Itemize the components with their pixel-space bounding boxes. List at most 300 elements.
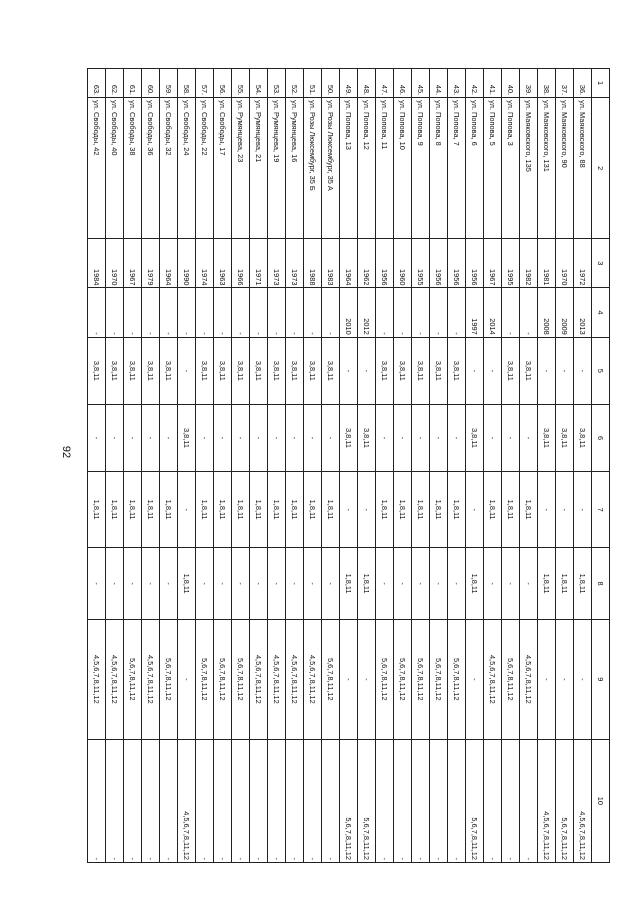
table-cell: - <box>376 288 394 337</box>
table-cell: - <box>556 472 574 548</box>
table-cell: ул. Свободы, 22 <box>196 98 214 239</box>
table-cell: ул. Попова, 8 <box>430 98 448 239</box>
table-row <box>286 69 304 863</box>
table-cell: - <box>520 404 538 471</box>
table-cell: 55. <box>232 69 250 98</box>
table-cell: 1,8,11 <box>412 472 430 548</box>
table-cell: 1981 <box>538 239 556 288</box>
table-cell: - <box>196 739 214 862</box>
table-cell: - <box>394 288 412 337</box>
table-cell: - <box>484 404 502 471</box>
table-cell: 5,6,7,8,11,12 <box>556 739 574 862</box>
table-cell: - <box>448 548 466 620</box>
table-cell: 60. <box>142 69 160 98</box>
table-cell: 54. <box>250 69 268 98</box>
table-cell: 1982 <box>520 239 538 288</box>
table-cell: 1,8,11 <box>430 472 448 548</box>
table-cell: ул. Маяковского, 135 <box>520 98 538 239</box>
table-cell: - <box>196 288 214 337</box>
table-cell: - <box>250 739 268 862</box>
table-cell: 1,8,11 <box>340 548 358 620</box>
column-number-cell: 9 <box>592 619 610 739</box>
table-cell: ул. Попова, 7 <box>448 98 466 239</box>
table-cell: ул. Свободы, 24 <box>178 98 196 239</box>
table-cell: 2013 <box>574 288 592 337</box>
table-cell: - <box>232 404 250 471</box>
table-cell: 1,8,11 <box>106 472 124 548</box>
table-cell: 1990 <box>178 239 196 288</box>
table-cell: - <box>430 404 448 471</box>
table-cell: - <box>286 288 304 337</box>
table-cell: - <box>430 288 448 337</box>
table-cell: - <box>322 548 340 620</box>
table-cell: ул. Попова, 13 <box>340 98 358 239</box>
table-cell: 1970 <box>556 239 574 288</box>
table-cell: - <box>520 288 538 337</box>
rotated-table-container <box>92 68 610 863</box>
table-cell: 48. <box>358 69 376 98</box>
table-cell: 1,8,11 <box>322 472 340 548</box>
table-cell: ул. Маяковского, 88 <box>574 98 592 239</box>
table-row <box>484 69 502 863</box>
table-cell: - <box>448 739 466 862</box>
table-row <box>574 69 592 863</box>
table-cell: 57. <box>196 69 214 98</box>
table-cell: 1967 <box>124 239 142 288</box>
table-row <box>160 69 178 863</box>
table-cell: 3,8,11 <box>322 337 340 404</box>
table-cell: - <box>286 404 304 471</box>
table-row <box>322 69 340 863</box>
table-cell: 1995 <box>502 239 520 288</box>
table-cell: - <box>358 619 376 739</box>
table-row <box>268 69 286 863</box>
table-cell: 50. <box>322 69 340 98</box>
table-cell: 3,8,11 <box>124 337 142 404</box>
table-cell: 40. <box>502 69 520 98</box>
table-cell: 5,6,7,8,11,12 <box>466 739 484 862</box>
table-cell: - <box>304 288 322 337</box>
table-cell: - <box>448 288 466 337</box>
table-row <box>556 69 574 863</box>
table-cell: - <box>214 404 232 471</box>
table-cell: 1973 <box>268 239 286 288</box>
table-cell: 1,8,11 <box>214 472 232 548</box>
table-cell: - <box>304 548 322 620</box>
table-row <box>520 69 538 863</box>
table-cell: - <box>178 288 196 337</box>
table-cell: ул. Попова, 5 <box>484 98 502 239</box>
table-cell: - <box>574 337 592 404</box>
table-cell: 51. <box>304 69 322 98</box>
table-cell: 3,8,11 <box>466 404 484 471</box>
table-cell: - <box>268 288 286 337</box>
table-cell: 1984 <box>88 239 106 288</box>
register-table <box>87 68 610 863</box>
table-cell: 39. <box>520 69 538 98</box>
table-cell: - <box>160 548 178 620</box>
table-cell: - <box>394 548 412 620</box>
table-row <box>88 69 106 863</box>
table-cell: 5,6,7,8,11,12 <box>358 739 376 862</box>
table-cell: - <box>304 739 322 862</box>
table-cell: 5,6,7,8,11,12 <box>232 619 250 739</box>
table-cell: - <box>430 548 448 620</box>
table-cell: - <box>484 548 502 620</box>
table-cell: 41. <box>484 69 502 98</box>
table-cell: - <box>340 337 358 404</box>
table-cell: - <box>214 548 232 620</box>
table-cell: 1,8,11 <box>160 472 178 548</box>
table-cell: - <box>358 472 376 548</box>
table-cell: 2014 <box>484 288 502 337</box>
table-cell: ул. Румянцева, 19 <box>268 98 286 239</box>
table-cell: 4,5,6,7,8,11,12 <box>286 619 304 739</box>
table-cell: - <box>412 739 430 862</box>
table-cell: 1,8,11 <box>574 548 592 620</box>
table-cell: 2010 <box>340 288 358 337</box>
table-cell: - <box>556 337 574 404</box>
column-number-cell: 6 <box>592 404 610 471</box>
table-cell: ул. Розы Люксембург, 35 А <box>322 98 340 239</box>
table-cell: 1963 <box>214 239 232 288</box>
table-cell: 3,8,11 <box>412 337 430 404</box>
table-cell: - <box>232 548 250 620</box>
table-cell: - <box>502 739 520 862</box>
table-row <box>394 69 412 863</box>
table-cell: 4,5,6,7,8,11,12 <box>538 739 556 862</box>
table-cell: ул. Румянцева, 16 <box>286 98 304 239</box>
table-cell: - <box>556 619 574 739</box>
table-cell: 3,8,11 <box>142 337 160 404</box>
table-cell: 1955 <box>412 239 430 288</box>
table-cell: 5,6,7,8,11,12 <box>340 739 358 862</box>
table-cell: 1,8,11 <box>88 472 106 548</box>
table-cell: 3,8,11 <box>196 337 214 404</box>
column-number-cell: 8 <box>592 548 610 620</box>
table-cell: 1,8,11 <box>358 548 376 620</box>
table-cell: 46. <box>394 69 412 98</box>
table-cell: - <box>160 288 178 337</box>
table-cell: 5,6,7,8,11,12 <box>502 619 520 739</box>
table-cell: 4,5,6,7,8,11,12 <box>88 619 106 739</box>
table-cell: - <box>196 404 214 471</box>
table-cell: 1,8,11 <box>520 472 538 548</box>
table-cell: - <box>412 404 430 471</box>
table-cell: 3,8,11 <box>214 337 232 404</box>
table-cell: 3,8,11 <box>358 404 376 471</box>
table-cell: ул. Розы Люксембург, 35 Б <box>304 98 322 239</box>
table-cell: 1967 <box>484 239 502 288</box>
table-cell: 37. <box>556 69 574 98</box>
table-cell: - <box>538 619 556 739</box>
table-cell: 5,6,7,8,11,12 <box>160 619 178 739</box>
table-cell: 3,8,11 <box>502 337 520 404</box>
table-row <box>502 69 520 863</box>
table-row <box>142 69 160 863</box>
table-cell: ул. Свободы, 17 <box>214 98 232 239</box>
table-cell: 2008 <box>538 288 556 337</box>
column-number-cell: 7 <box>592 472 610 548</box>
table-header-row <box>592 69 610 863</box>
table-cell: - <box>394 404 412 471</box>
table-cell: 59. <box>160 69 178 98</box>
table-cell: 62. <box>106 69 124 98</box>
table-cell: - <box>142 739 160 862</box>
table-cell: 1,8,11 <box>448 472 466 548</box>
table-cell: 1997 <box>466 288 484 337</box>
table-cell: - <box>466 337 484 404</box>
table-cell: 5,6,7,8,11,12 <box>196 619 214 739</box>
table-cell: 4,5,6,7,8,11,12 <box>142 619 160 739</box>
table-cell: - <box>502 548 520 620</box>
table-cell: - <box>538 472 556 548</box>
table-cell: 3,8,11 <box>106 337 124 404</box>
table-cell: 4,5,6,7,8,11,12 <box>574 739 592 862</box>
table-row <box>232 69 250 863</box>
table-cell: 1966 <box>232 239 250 288</box>
table-cell: 1970 <box>106 239 124 288</box>
table-cell: ул. Свободы, 40 <box>106 98 124 239</box>
table-cell: 1972 <box>574 239 592 288</box>
table-cell: 5,6,7,8,11,12 <box>214 619 232 739</box>
table-cell: 1964 <box>340 239 358 288</box>
table-row <box>376 69 394 863</box>
table-cell: - <box>412 548 430 620</box>
table-cell: - <box>124 404 142 471</box>
table-cell: - <box>520 548 538 620</box>
table-cell: - <box>538 337 556 404</box>
table-cell: 44. <box>430 69 448 98</box>
table-cell: - <box>88 739 106 862</box>
table-cell: 1960 <box>394 239 412 288</box>
table-cell: ул. Румянцева, 21 <box>250 98 268 239</box>
table-cell: 5,6,7,8,11,12 <box>124 619 142 739</box>
table-cell: - <box>394 739 412 862</box>
table-row <box>412 69 430 863</box>
table-cell: ул. Свободы, 32 <box>160 98 178 239</box>
table-cell: - <box>430 739 448 862</box>
table-cell: - <box>214 739 232 862</box>
table-cell: 3,8,11 <box>286 337 304 404</box>
table-cell: 1,8,11 <box>124 472 142 548</box>
table-cell: ул. Румянцева, 23 <box>232 98 250 239</box>
table-cell: ул. Маяковского, 90 <box>556 98 574 239</box>
table-cell: - <box>106 404 124 471</box>
table-cell: 3,8,11 <box>340 404 358 471</box>
table-cell: 36. <box>574 69 592 98</box>
table-cell: 1979 <box>142 239 160 288</box>
table-cell: - <box>340 472 358 548</box>
table-cell: 1,8,11 <box>232 472 250 548</box>
table-cell: - <box>124 288 142 337</box>
table-cell: - <box>376 404 394 471</box>
table-cell: - <box>106 548 124 620</box>
table-cell: 4,5,6,7,8,11,12 <box>250 619 268 739</box>
table-cell: 1,8,11 <box>556 548 574 620</box>
table-cell: 5,6,7,8,11,12 <box>394 619 412 739</box>
table-cell: 3,8,11 <box>556 404 574 471</box>
table-cell: 4,5,6,7,8,11,12 <box>304 619 322 739</box>
table-cell: 5,6,7,8,11,12 <box>448 619 466 739</box>
table-cell: - <box>520 739 538 862</box>
table-cell: - <box>88 288 106 337</box>
table-cell: 1,8,11 <box>484 472 502 548</box>
table-cell: ул. Свободы, 36 <box>142 98 160 239</box>
table-cell: 38. <box>538 69 556 98</box>
table-cell: - <box>376 548 394 620</box>
table-cell: 47. <box>376 69 394 98</box>
table-cell: 3,8,11 <box>376 337 394 404</box>
table-row <box>430 69 448 863</box>
table-cell: 1,8,11 <box>196 472 214 548</box>
table-cell: 1973 <box>286 239 304 288</box>
table-cell: 4,5,6,7,8,11,12 <box>178 739 196 862</box>
table-cell: - <box>178 619 196 739</box>
table-cell: - <box>268 739 286 862</box>
table-cell: 1,8,11 <box>376 472 394 548</box>
table-cell: 3,8,11 <box>304 337 322 404</box>
table-cell: 5,6,7,8,11,12 <box>376 619 394 739</box>
table-cell: - <box>322 404 340 471</box>
table-cell: 1988 <box>304 239 322 288</box>
table-frame <box>92 68 610 863</box>
table-cell: - <box>142 404 160 471</box>
table-cell: - <box>502 404 520 471</box>
table-cell: - <box>322 739 340 862</box>
table-cell: 4,5,6,7,8,11,12 <box>268 619 286 739</box>
table-cell: 3,8,11 <box>160 337 178 404</box>
table-cell: 3,8,11 <box>538 404 556 471</box>
table-cell: - <box>412 288 430 337</box>
table-cell: 3,8,11 <box>574 404 592 471</box>
column-number-cell: 3 <box>592 239 610 288</box>
table-cell: 1,8,11 <box>250 472 268 548</box>
table-cell: 1956 <box>430 239 448 288</box>
column-number-cell: 2 <box>592 98 610 239</box>
table-cell: 58. <box>178 69 196 98</box>
table-cell: 61. <box>124 69 142 98</box>
table-cell: - <box>250 288 268 337</box>
table-cell: - <box>268 548 286 620</box>
table-cell: 2012 <box>358 288 376 337</box>
table-cell: 3,8,11 <box>520 337 538 404</box>
table-cell: - <box>196 548 214 620</box>
table-cell: - <box>286 739 304 862</box>
table-row <box>466 69 484 863</box>
table-row <box>304 69 322 863</box>
table-cell: 4,5,6,7,8,11,12 <box>520 619 538 739</box>
table-cell: ул. Свободы, 38 <box>124 98 142 239</box>
table-cell: - <box>268 404 286 471</box>
table-cell: - <box>178 472 196 548</box>
table-row <box>358 69 376 863</box>
table-cell: - <box>502 288 520 337</box>
table-cell: 3,8,11 <box>394 337 412 404</box>
table-cell: 43. <box>448 69 466 98</box>
table-row <box>448 69 466 863</box>
table-cell: - <box>322 288 340 337</box>
table-cell: 1964 <box>160 239 178 288</box>
table-cell: 3,8,11 <box>430 337 448 404</box>
table-cell: 3,8,11 <box>178 404 196 471</box>
table-row <box>214 69 232 863</box>
table-cell: 1956 <box>466 239 484 288</box>
table-cell: - <box>376 739 394 862</box>
table-cell: 1,8,11 <box>178 548 196 620</box>
table-cell: - <box>124 548 142 620</box>
table-cell: ул. Попова, 9 <box>412 98 430 239</box>
table-cell: - <box>286 548 304 620</box>
table-cell: 5,6,7,8,11,12 <box>430 619 448 739</box>
table-cell: - <box>232 739 250 862</box>
table-cell: - <box>250 548 268 620</box>
table-cell: 1,8,11 <box>538 548 556 620</box>
table-cell: ул. Попова, 12 <box>358 98 376 239</box>
table-row <box>538 69 556 863</box>
table-cell: 49. <box>340 69 358 98</box>
table-cell: ул. Маяковского, 131 <box>538 98 556 239</box>
table-row <box>124 69 142 863</box>
table-cell: 56. <box>214 69 232 98</box>
table-cell: - <box>232 288 250 337</box>
table-cell: - <box>250 404 268 471</box>
table-cell: 3,8,11 <box>88 337 106 404</box>
table-cell: 4,5,6,7,8,11,12 <box>106 619 124 739</box>
column-number-cell: 4 <box>592 288 610 337</box>
table-cell: ул. Свободы, 42 <box>88 98 106 239</box>
table-cell: 45. <box>412 69 430 98</box>
table-cell: 1983 <box>322 239 340 288</box>
table-cell: 1,8,11 <box>286 472 304 548</box>
table-cell: ул. Попова, 3 <box>502 98 520 239</box>
table-cell: - <box>484 337 502 404</box>
table-cell: - <box>160 404 178 471</box>
table-cell: 1,8,11 <box>394 472 412 548</box>
table-cell: 63. <box>88 69 106 98</box>
table-cell: 3,8,11 <box>448 337 466 404</box>
table-cell: 1974 <box>196 239 214 288</box>
table-row <box>250 69 268 863</box>
table-cell: - <box>466 619 484 739</box>
table-cell: 4,5,6,7,8,11,12 <box>484 619 502 739</box>
table-cell: - <box>304 404 322 471</box>
table-row <box>178 69 196 863</box>
table-cell: - <box>574 472 592 548</box>
table-cell: - <box>142 548 160 620</box>
table-cell: 53. <box>268 69 286 98</box>
table-cell: 1,8,11 <box>304 472 322 548</box>
table-cell: - <box>340 619 358 739</box>
table-cell: 1956 <box>376 239 394 288</box>
table-cell: - <box>448 404 466 471</box>
page-number: 92 <box>60 445 72 459</box>
table-cell: - <box>214 288 232 337</box>
table-cell: - <box>106 739 124 862</box>
table-cell: 5,6,7,8,11,12 <box>412 619 430 739</box>
table-cell: - <box>106 288 124 337</box>
table-cell: 1962 <box>358 239 376 288</box>
table-cell: - <box>124 739 142 862</box>
table-cell: 42. <box>466 69 484 98</box>
column-number-cell: 10 <box>592 739 610 862</box>
table-cell: ул. Попова, 11 <box>376 98 394 239</box>
table-cell: - <box>484 739 502 862</box>
table-cell: - <box>466 472 484 548</box>
table-cell: 5,6,7,8,11,12 <box>322 619 340 739</box>
table-cell: 3,8,11 <box>250 337 268 404</box>
table-cell: - <box>88 404 106 471</box>
